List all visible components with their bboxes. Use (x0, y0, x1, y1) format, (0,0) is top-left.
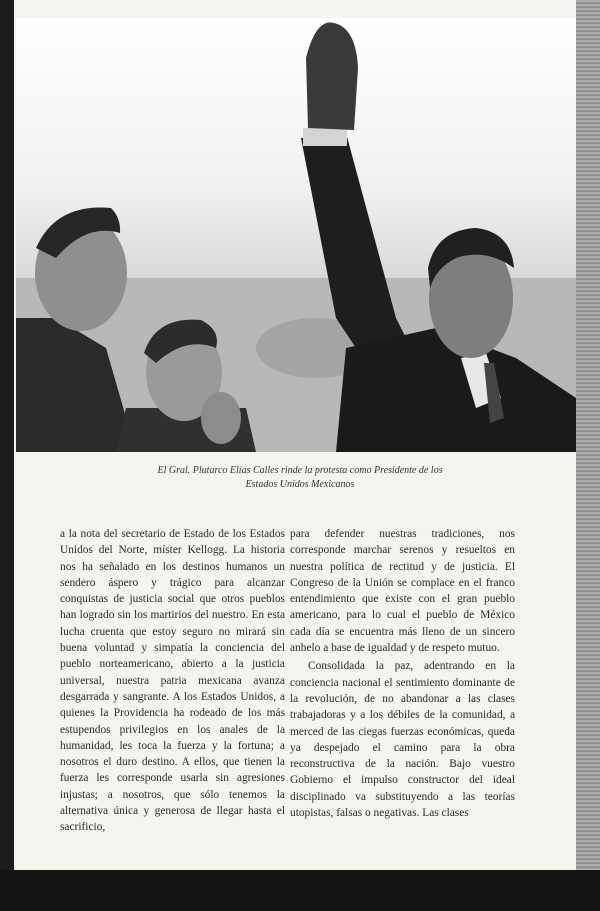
shirt-cuff (303, 128, 347, 146)
background-face (201, 392, 241, 444)
left-column-paragraph: a la nota del secretario de Estado de los Estados Unidos del Norte, míster Kellogg. La historia nos ha señalado en los destinos humanos un sendero áspero y trágico para alcanzar conquistas de justicia social que otros pueblos han logrado sin los martirios del nuestro. En esta lucha cruenta que estoy seguro no mirará sin buena voluntad y simpatía la conciencia del pueblo norteamericano, abierto a la justicia universal, nuestra patria mexicana avanza desgarrada y sangrante. A los Estados Unidos, a quienes la Providencia ha rodeado de los más estupendos privilegios en los anales de la humanidad, les toca la fuerza y la fortuna; a nosotros el duro destino. A ellos, que tienen la fuerza les corresponde usarla sin agresiones injustas; a nosotros, que sólo tenemos la alternativa única y generosa de llegar hasta el sacrificio, (60, 528, 285, 834)
right-column-paragraph-1: para defender nuestras tradiciones, nos corresponde marchar serenos y resueltos en nuestra política de rectitud y de justicia. El Congreso de la Unión se complace en el franco entendimiento que existe con el gran pueblo americano, para lo cual el pueblo de México cada día se encuentra más lleno de un sincero anhelo a base de igualdad y de respeto mutuo. (290, 528, 515, 655)
caption-line-2: Estados Unidos Mexicanos (245, 479, 355, 490)
raised-hand (306, 22, 358, 130)
photograph-illustration (16, 18, 576, 452)
right-column-paragraph-2: Consolidada la paz, adentrando en la conciencia nacional el sentimiento dominante de la revolución, de no abandonar a las clases trabajadoras y a los débiles de la comunidad, a merced de las ciegas fuerzas económicas, queda ya despejado el camino para la obra reconstructiva de la nación. Bajo vuestro Gobierno el impulso constructor del ideal disciplinado va substituyendo a las teorías utopistas, falsas o negativas. Las clases (290, 660, 515, 820)
text-column-right (290, 526, 515, 821)
caption-line-1: El Gral. Plutarco Elías Calles rinde la protesta como Presidente de los (157, 465, 443, 476)
scan-edge-bottom (0, 870, 600, 911)
photo-caption (60, 464, 540, 492)
text-column-left (60, 526, 285, 836)
scan-edge-right (576, 0, 600, 911)
photograph-presidential-oath (16, 18, 576, 452)
